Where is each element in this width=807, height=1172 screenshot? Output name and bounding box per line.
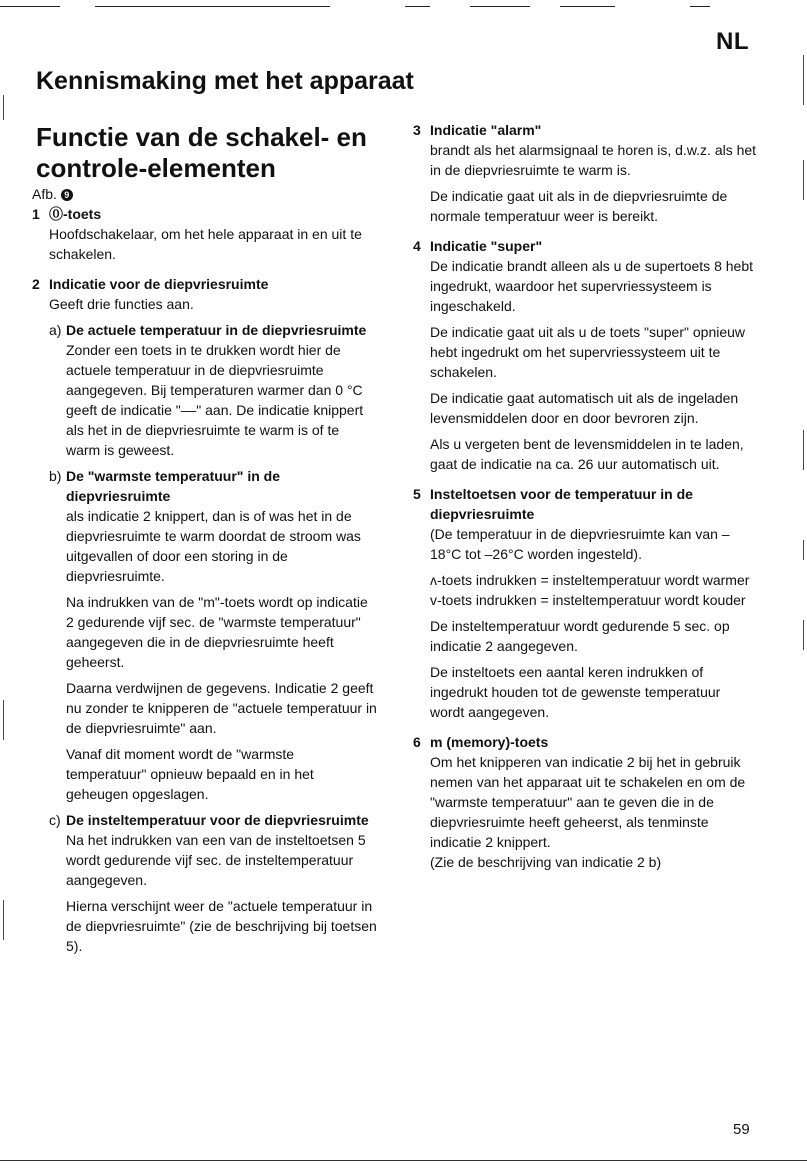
sub-item-label: a) bbox=[49, 322, 62, 338]
header-rule bbox=[560, 6, 615, 7]
list-item bbox=[413, 732, 758, 872]
margin-mark bbox=[3, 900, 4, 940]
item-number: 5 bbox=[413, 486, 421, 502]
item-heading: ⓪-toets bbox=[49, 206, 102, 222]
figure-reference bbox=[32, 184, 377, 204]
left-column bbox=[32, 184, 377, 966]
margin-mark bbox=[3, 95, 4, 120]
item-number: 2 bbox=[32, 276, 40, 292]
item-heading: m (memory)-toets bbox=[430, 734, 549, 750]
paragraph: De indicatie gaat automatisch uit als de ingeladen levensmiddelen door en door bevroren zijn. bbox=[430, 390, 739, 426]
paragraph: Om het knipperen van indicatie 2 bij het in gebruik nemen van het apparaat uit te schakelen en om de "warmste temperatuur" aan te geven die in de diepvriesruimte heeft geheerst, als tenminste indicatie 2 knippert. bbox=[430, 754, 746, 850]
list-item bbox=[413, 120, 758, 226]
paragraph: ʌ-toets indrukken = insteltemperatuur wordt warmer bbox=[430, 572, 750, 588]
paragraph: (Zie de beschrijving van indicatie 2 b) bbox=[430, 854, 662, 870]
header-rule bbox=[405, 6, 430, 7]
paragraph: Hierna verschijnt weer de "actuele temperatuur in de diepvriesruimte" (zie de beschrijving bij toetsen 5). bbox=[66, 898, 377, 954]
item-heading: Indicatie "super" bbox=[430, 238, 543, 254]
item-text: Geeft drie functies aan. bbox=[49, 296, 194, 312]
item-number: 6 bbox=[413, 734, 421, 750]
paragraph: Na het indrukken van een van de insteltoetsen 5 wordt gedurende vijf sec. de insteltemperatuur aangegeven. bbox=[66, 832, 366, 888]
item-heading: Insteltoetsen voor de temperatuur in de diepvriesruimte bbox=[430, 486, 693, 522]
subsection-title: Functie van de schakel- en controle-elementen bbox=[36, 122, 367, 183]
item-heading: Indicatie voor de diepvriesruimte bbox=[49, 276, 269, 292]
paragraph: De insteltoets een aantal keren indrukken of ingedrukt houden tot de gewenste temperatuur wordt aangegeven. bbox=[430, 664, 721, 720]
paragraph: Als u vergeten bent de levensmiddelen in te laden, gaat de indicatie na ca. 26 uur automatisch uit. bbox=[430, 436, 744, 472]
header-rule bbox=[0, 6, 60, 7]
margin-mark bbox=[803, 160, 804, 200]
paragraph: De indicatie gaat uit als in de diepvriesruimte de normale temperatuur weer is bereikt. bbox=[430, 188, 728, 224]
list-item bbox=[413, 236, 758, 474]
sub-item-label: b) bbox=[49, 468, 62, 484]
footer-rule bbox=[0, 1160, 807, 1161]
sub-item bbox=[49, 466, 377, 804]
paragraph: De insteltemperatuur wordt gedurende 5 sec. op indicatie 2 aangegeven. bbox=[430, 618, 730, 654]
list-item bbox=[32, 274, 377, 956]
paragraph: als indicatie 2 knippert, dan is of was het in de diepvriesruimte te warm doordat de stroom was uitgevallen of door een storing in de diepvriesruimte. bbox=[66, 508, 361, 584]
sub-item-heading: De insteltemperatuur voor de diepvriesruimte bbox=[66, 812, 369, 828]
right-column bbox=[413, 120, 758, 882]
margin-mark bbox=[803, 620, 804, 650]
margin-mark bbox=[3, 700, 4, 740]
item-text: Hoofdschakelaar, om het hele apparaat in en uit te schakelen. bbox=[49, 226, 362, 262]
language-tag: NL bbox=[716, 28, 749, 55]
paragraph: Vanaf dit moment wordt de "warmste temperatuur" opnieuw bepaald en in het geheugen opgeslagen. bbox=[66, 746, 314, 802]
section-title: Kennismaking met het apparaat bbox=[36, 67, 414, 95]
sub-item-heading: De actuele temperatuur in de diepvriesruimte bbox=[66, 322, 367, 338]
margin-mark bbox=[803, 540, 804, 560]
list-item bbox=[413, 484, 758, 722]
paragraph: Zonder een toets in te drukken wordt hier de actuele temperatuur in de diepvriesruimte aangegeven. Bij temperaturen warmer dan 0 °C geeft de indicatie "––" aan. De indicatie knippert als het in de diepvriesruimte te warm is of te warm is geweest. bbox=[66, 342, 364, 458]
paragraph: Daarna verdwijnen de gegevens. Indicatie 2 geeft nu zonder te knipperen de "actuele temperatuur in de diepvriesruimte" aan. bbox=[66, 680, 377, 736]
item-number: 1 bbox=[32, 206, 40, 222]
margin-mark bbox=[803, 430, 804, 470]
header-rule bbox=[470, 6, 530, 7]
paragraph: (De temperatuur in de diepvriesruimte kan van –18°C tot –26°C worden ingesteld). bbox=[430, 526, 730, 562]
item-heading: Indicatie "alarm" bbox=[430, 122, 542, 138]
paragraph: v-toets indrukken = insteltemperatuur wordt kouder bbox=[430, 592, 746, 608]
sub-item-label: c) bbox=[49, 812, 61, 828]
sub-item bbox=[49, 810, 377, 956]
header-rule bbox=[690, 6, 710, 7]
paragraph: De indicatie gaat uit als u de toets "super" opnieuw hebt ingedrukt om het supervriessysteem uit te schakelen. bbox=[430, 324, 746, 380]
sub-item-heading: De "warmste temperatuur" in de diepvriesruimte bbox=[66, 468, 280, 504]
paragraph: De indicatie brandt alleen als u de supertoets 8 hebt ingedrukt, waardoor het supervriessysteem is ingeschakeld. bbox=[430, 258, 753, 314]
figure-number-icon: 9 bbox=[61, 189, 73, 201]
item-number: 3 bbox=[413, 122, 421, 138]
list-item bbox=[32, 204, 377, 264]
page-number: 59 bbox=[733, 1121, 750, 1138]
figure-label: Afb. bbox=[32, 186, 57, 202]
margin-mark bbox=[803, 55, 804, 105]
item-number: 4 bbox=[413, 238, 421, 254]
header-rule bbox=[95, 6, 330, 7]
paragraph: Na indrukken van de "m"-toets wordt op indicatie 2 gedurende vijf sec. de "warmste temperatuur" aangegeven die in de diepvriesruimte heeft geheerst. bbox=[66, 594, 368, 670]
paragraph: brandt als het alarmsignaal te horen is, d.w.z. als het in de diepvriesruimte te warm is. bbox=[430, 142, 757, 178]
sub-item bbox=[49, 320, 377, 460]
